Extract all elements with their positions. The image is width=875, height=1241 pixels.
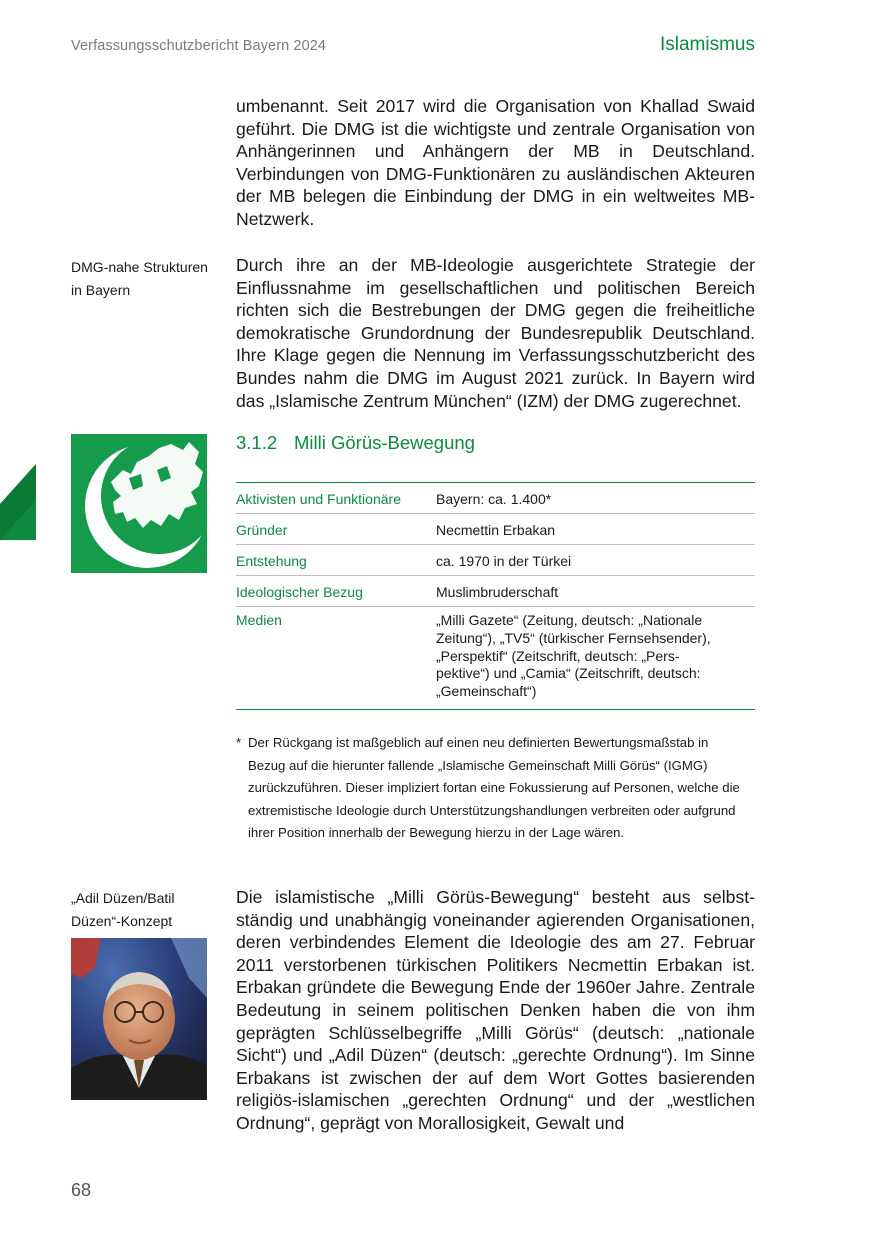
row-value-activists: Bayern: ca. 1.400* [436,483,755,514]
footnote-text: Der Rückgang ist maßgeblich auf einen neu definierten Bewertungsmaßstab in Bezug auf die hierunter fallende „Islamische Gemeinschaft Milli Görüs“ (IGMG) zurückzuführen. Dieser impliziert fortan eine Fokussierung auf Personen, welche die extremistische Ideologie durch Unterstützungshandlungen verbreiten oder aufgrund ihrer Position innerhalb der Bewegung hierzu in der Lage wären. [248,735,740,841]
paragraph-dmg-strategy: Durch ihre an der MB-Ideologie ausgerichtete Strategie der Einflussnahme im gesellschaftlichen und politischen Bereich richten sich die Bestrebungen der DMG gegen die freiheitliche demokratische Grundordnung der Bundesrepublik Deutschland. Ihre Klage gegen die Nennung im Verfassungsschutzbericht des Bundes nahm die DMG im August 2021 zurück. In Bayern wird das „Islamische Zentrum München“ (IZM) der DMG zugerechnet. [236,255,755,411]
section-number: 3.1.2 [236,432,278,453]
organisation-fact-table [236,482,755,710]
table-row [236,483,755,514]
erbakan-portrait-image [71,938,207,1100]
milli-goerues-emblem-icon [71,434,207,573]
section-heading [236,432,475,454]
row-label-founder: Gründer [236,514,436,545]
row-label-ideology: Ideologischer Bezug [236,576,436,607]
chapter-tab-marker [0,464,36,540]
page-number: 68 [71,1180,92,1200]
table-row [236,576,755,607]
table-row [236,545,755,576]
margin-note-adil-duezen: „Adil Düzen/Batil Düzen“-Konzept [71,890,175,929]
paragraph-milli-goerues: Die islamistische „Milli Görüs-Bewegung“ besteht aus selbstständig und unabhängig voneinander agierenden Organisationen, deren verbindendes Element die Ideologie des am 27. Februar 2011 verstorbenen türkischen Politikers Necmettin Erbakan ist. Erbakan gründete die Bewegung Ende der 1960er Jahre. Zentrale Bedeutung in seinem politischen Denken haben die von ihm geprägten Schlüsselbegriffe „Milli Görüs“ (deutsch: „nationale Sicht“) und „Adil Düzen“ (deutsch: „gerechte Ordnung“). Im Sinne Erbakans ist zwischen der auf dem Wort Gottes basierenden religiös-islamischen „gerechten Ordnung“ und der „westlichen Ordnung“, geprägt von Morallosigkeit, Gewalt und [236,887,755,1133]
row-label-activists: Aktivisten und Funktionäre [236,483,436,514]
running-header-publication: Verfassungsschutzbericht Bayern 2024 [71,38,327,54]
row-value-ideology: Muslimbruderschaft [436,576,755,607]
table-row [236,607,755,710]
table-footnote [236,732,746,845]
footnote-marker: * [236,735,242,750]
row-value-origin: ca. 1970 in der Türkei [436,545,755,576]
row-label-media: Medien [236,612,282,628]
section-title: Milli Görüs-Bewegung [294,432,475,453]
row-value-founder: Necmettin Erbakan [436,514,755,545]
table-row [236,514,755,545]
paragraph-dmg-intro: umbenannt. Seit 2017 wird die Organisation von Khallad Swaid geführt. Die DMG ist die wichtigste und zentrale Organisation von Anhängerinnen und Anhängern der MB in Deutschland. Verbindungen von DMG-Funktionären zu ausländischen Akteuren der MB belegen die Einbindung der DMG in ein weltweites MB-Netzwerk. [236,96,755,229]
row-value-media: „Milli Gazete“ (Zeitung, deutsch: „Nationale Zeitung“), „TV5“ (türkischer Fernsehsender), „Perspektif“ (Zeitschrift, deutsch: „Perspektive“) und „Camia“ (Zeitschrift, deutsch: „Gemeinschaft“) [436,612,711,700]
margin-note-dmg-structures: DMG-nahe Strukturen in Bayern [71,259,208,298]
running-header-chapter: Islamismus [659,34,755,55]
row-label-origin: Entstehung [236,545,436,576]
